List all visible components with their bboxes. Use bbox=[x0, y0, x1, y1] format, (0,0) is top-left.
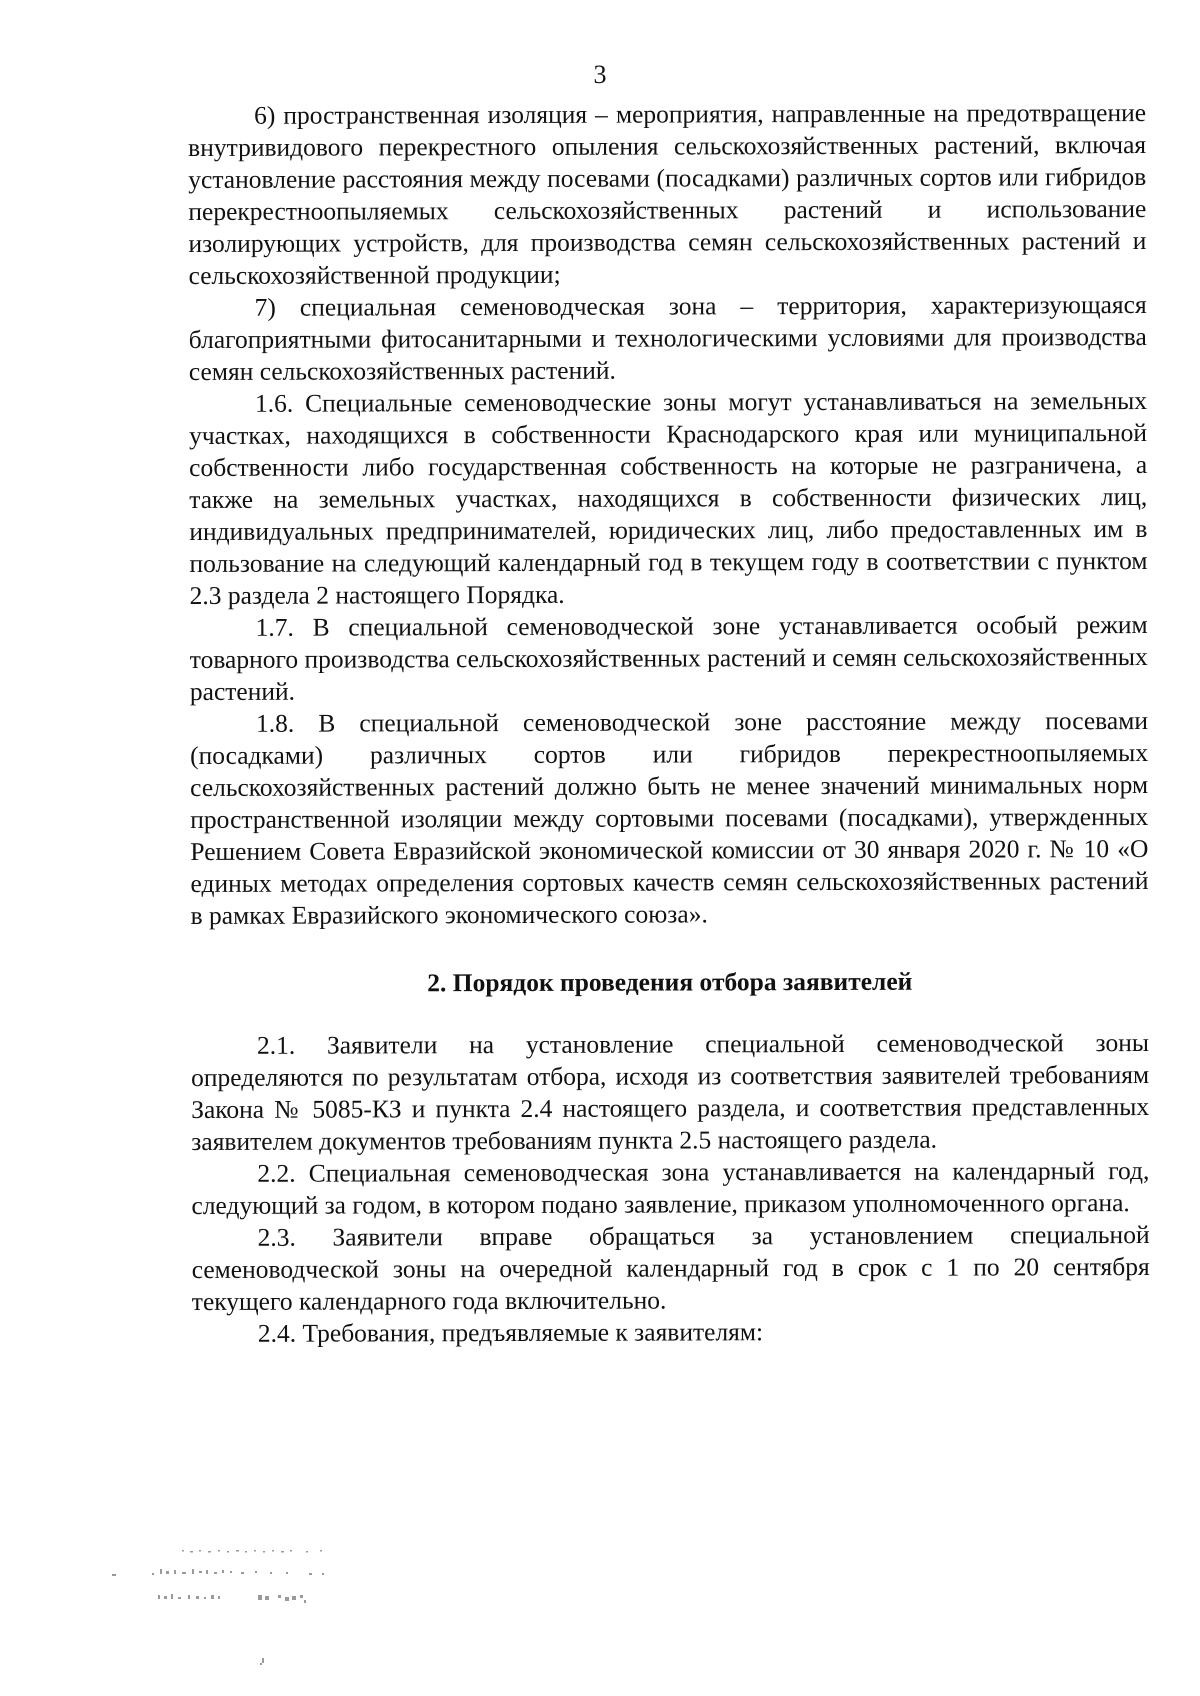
paragraph-1-6: 1.6. Специальные семеноводческие зоны могут устанавливаться на земельных участках, находящихся в собственности Краснодарского края или муниципальной собственности либо государственная собственность на которые не разграничена, а также на земельных участках, находящихся в собственности физических лиц, индивидуальных предпринимателей, юридических лиц, либо предоставленных им в пользование на следующий календарный год в текущем году в соответствии с пунктом 2.3 раздела 2 настоящего Порядка. bbox=[189, 385, 1148, 610]
paragraph-2-4: 2.4. Требования, предъявляемые к заявителям: bbox=[257, 1317, 764, 1348]
paragraph-2-2: 2.2. Специальная семеноводческая зона устанавливается на календарный год, следующий за годом, в котором подано заявление, приказом уполномоченного органа. bbox=[191, 1155, 1150, 1220]
paragraph-2-3: 2.3. Заявители вправе обращаться за установлением специальной семеноводческой зоны на очередной календарный год в срок с 1 по 20 сентября текущего календарного года включительно. bbox=[191, 1219, 1150, 1316]
paragraph-2-1: 2.1. Заявители на установление специальной семеноводческой зоны определяются по результатам отбора, исходя из соответствия заявителей требованиям Закона № 5085-КЗ и пункта 2.4 настоящего раздела, и соответствия представленных заявителем документов требованиям пункта 2.5 настоящего раздела. bbox=[191, 1027, 1150, 1156]
paragraph-6-spatial-isolation: 6) пространственная изоляция – мероприятия, направленные на предотвращение внутривидового перекрестного опыления сельскохозяйственных растений, включая установление расстояния между посевами (посадками) различных сортов или гибридов перекрестноопыляемых сельскохозяйственных растений и использование изолирующих устройств, для производства семян сельскохозяйственных растений и сельскохозяйственной продукции; bbox=[188, 97, 1147, 290]
paragraph-1-8: 1.8. В специальной семеноводческой зоне расстояние между посевами (посадками) различных сортов или гибридов перекрестноопыляемых сельскохозяйственных растений должно быть не менее значений минимальных норм пространственной изоляции между сортовыми посевами (посадками), утвержденных Решением Совета Евразийской экономической комиссии от 30 января 2020 г. № 10 «О единых методах определения сортовых качеств семян сельскохозяйственных растений в рамках Евразийского экономического союза». bbox=[190, 705, 1149, 930]
scan-noise-marks bbox=[100, 1548, 420, 1668]
document-body bbox=[188, 97, 1150, 1350]
section-2-heading: 2. Порядок проведения отбора заявителей bbox=[427, 966, 913, 998]
paragraph-1-7: 1.7. В специальной семеноводческой зоне устанавливается особый режим товарного производства сельскохозяйственных растений и семян сельскохозяйственных растений. bbox=[189, 609, 1148, 706]
paragraph-7-seed-zone-definition: 7) специальная семеноводческая зона – территория, характеризующаяся благоприятными фитосанитарными и технологическими условиями для производства семян сельскохозяйственных растений. bbox=[188, 289, 1147, 386]
page-number: 3 bbox=[593, 60, 607, 89]
